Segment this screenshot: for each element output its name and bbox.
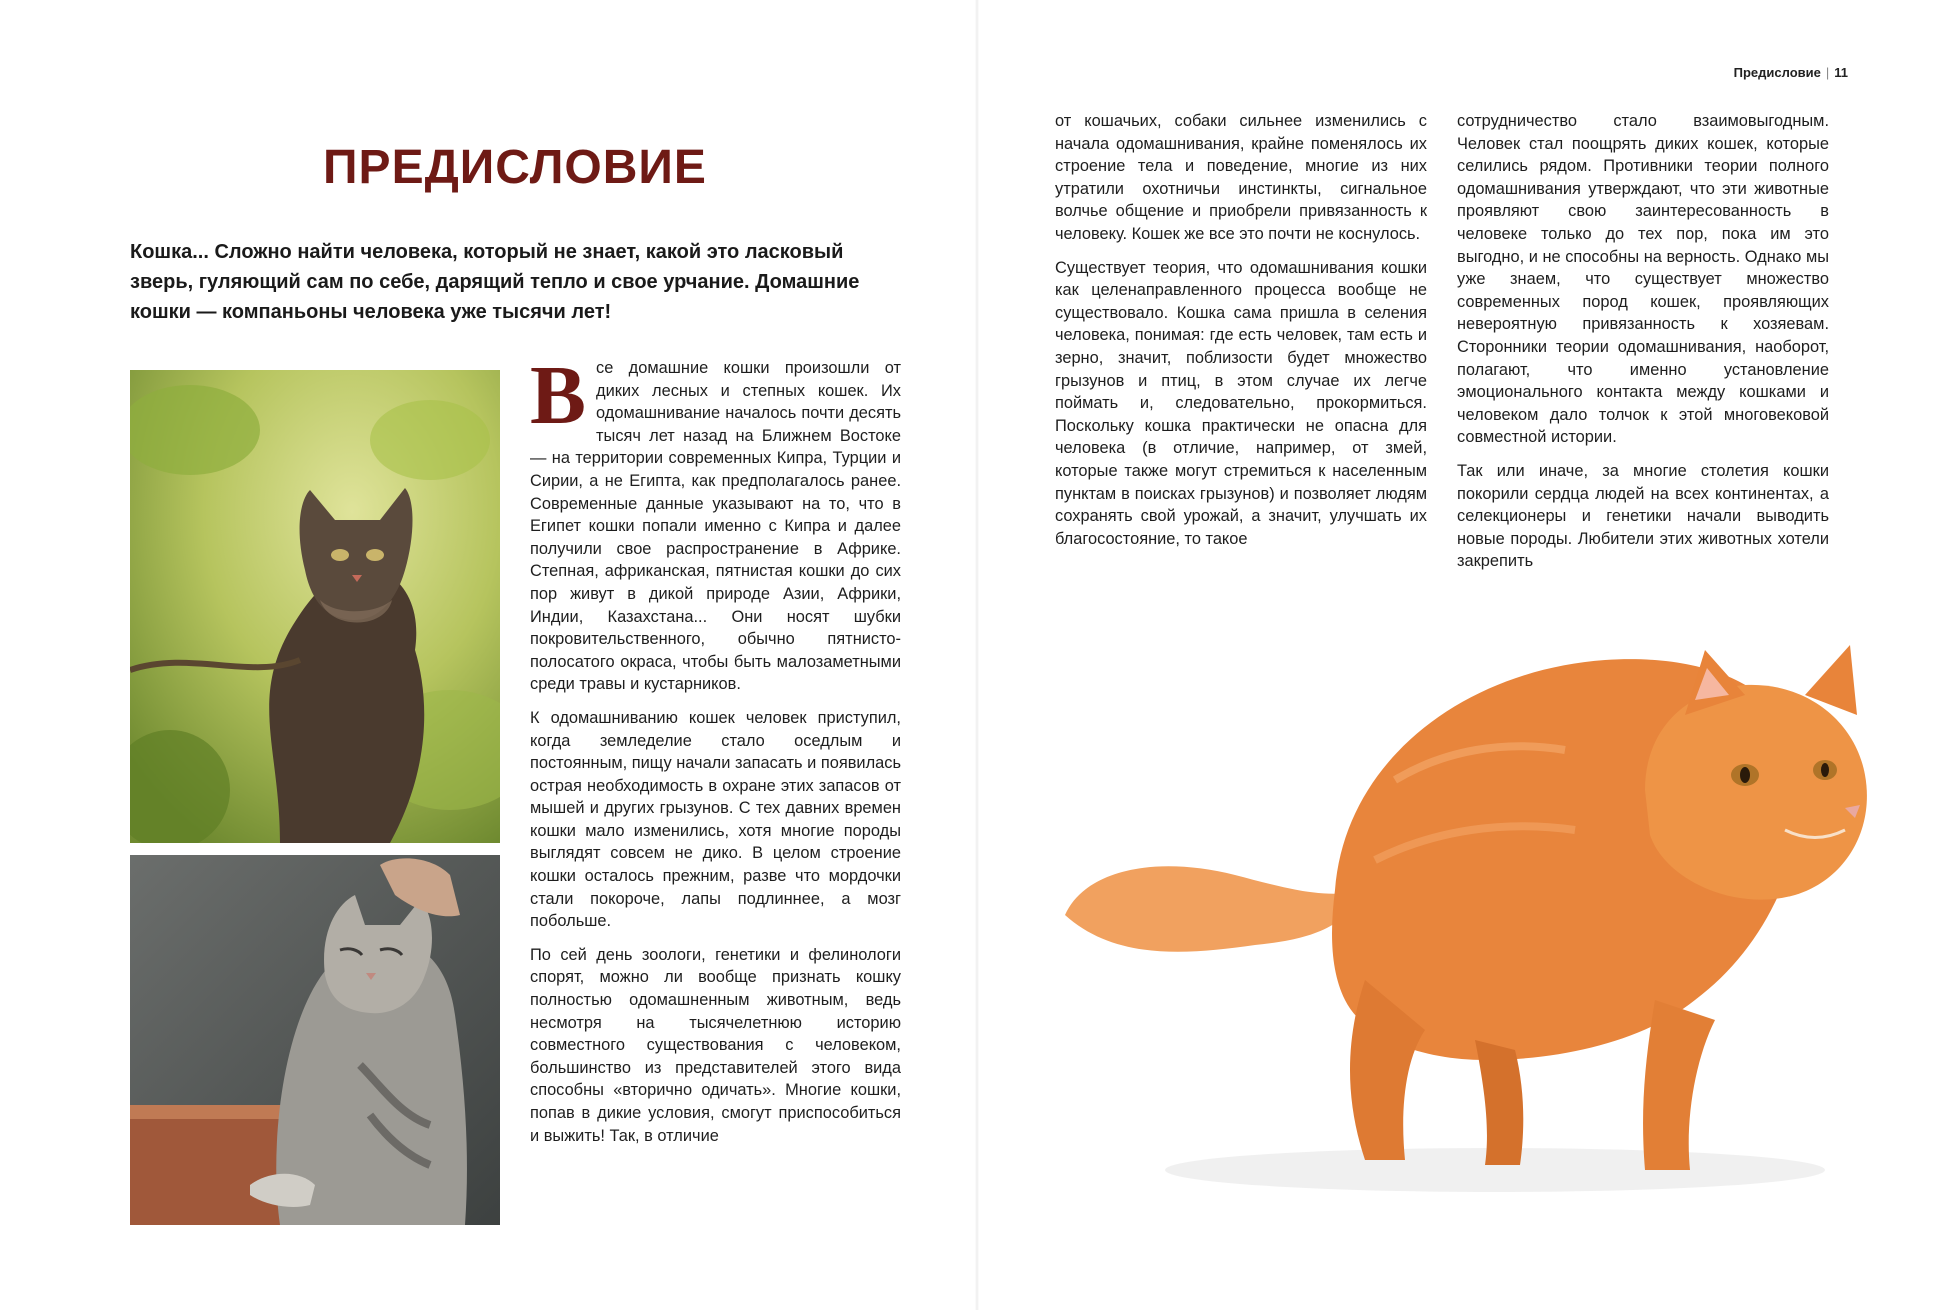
paragraph: По сей день зоологи, генетики и фелинологи спорят, можно ли вообще признать кошку полностью одомашненным животным, ведь несмотря на тысячелетнюю историю совместного существования с человеком, большинство из представителей этого вида способны «вторично одичать». Многие кошки, попав в дикие условия, смогут приспособиться и выжить! Так, в отличие	[530, 945, 901, 1145]
paragraph: Существует теория, что одомашнивания кошки как целенаправленного процесса вообще не существовало. Кошка сама пришла в селения человека, понимая: где есть человек, там есть и зерно, значит, поблизости будет множество грызунов и птиц, в этом случае их легче поймать и, следовательно, прокормиться. Поскольку кошка практически не опасна для человека (в отличие, например, от змей, которые также могут стремиться к населенным пунктам в поисках грызунов) и позволяет людям сохранять свой урожай, а значит, улучшать их благосостояние, то такое	[1055, 258, 1427, 548]
drop-cap: В	[530, 349, 587, 442]
page-title: ПРЕДИСЛОВИЕ	[323, 141, 707, 194]
page-number: 11	[1834, 65, 1848, 80]
running-header	[1688, 65, 1848, 80]
photo-tabby-cat-in-tree	[130, 370, 500, 843]
running-header-section: Предисловие	[1733, 65, 1821, 80]
paragraph	[530, 349, 901, 696]
paragraph-text: се домашние кошки произошли от диких лесных и степных кошек. Их одомашнивание началось почти десять тысяч лет назад на Ближнем Востоке — на территории современных Кипра, Турции и Сирии, а не Египта, как предполагалось ранее. Современные данные указывают на то, что в Египет кошки попали именно с Кипра и далее получили свое распространение в Африке. Степная, африканская, пятнистая кошки до сих пор живут в дикой природе Азии, Африки, Индии, Казахстана... Они носят шубки покровительственного, обычно пятнисто-полосатого окраса, чтобы быть малозаметными среди травы и кустарников.	[530, 359, 901, 694]
text-column-2	[1055, 110, 1427, 561]
text-column-3	[1457, 110, 1829, 584]
lead-paragraph: Кошка... Сложно найти человека, который не знает, какой это ласковый зверь, гуляющий сам по себе, дарящий тепло и свое урчание. Домашние кошки — компаньоны человека уже тысячи лет!	[130, 241, 860, 323]
paragraph: Так или иначе, за многие столетия кошки покорили сердца людей на всех континентах, а селекционеры и генетики начали выводить новые породы. Любители этих животных хотели закрепить	[1457, 461, 1829, 571]
photo-ginger-cat	[1045, 640, 1875, 1200]
photo-cat-being-petted	[130, 855, 500, 1225]
paragraph: сотрудничество стало взаимовыгодным. Человек стал поощрять диких кошек, которые селились рядом. Противники теории полного одомашнивания утверждают, что эти животные проявляют свою заинтересованность в человеке только до тех пор, пока им это выгодно, и не способны на верность. Однако мы уже знаем, что существует множество современных пород кошек, проявляющих невероятную привязанность к хозяевам. Сторонники теории одомашнивания, наоборот, полагают, что именно установление эмоционального контакта между кошками и человеком дало толчок к этой многовековой совместной истории.	[1457, 112, 1829, 447]
paragraph: от кошачьих, собаки сильнее изменились с начала одомашнивания, крайне поменялось их строение тела и поведение, многие из них утратили охотничьи инстинкты, сигнальное волчье общение и приобрели привязанность к человеку. Кошек же все это почти не коснулось.	[1055, 112, 1427, 243]
paragraph: К одомашниванию кошек человек приступил, когда земледелие стало оседлым и постоянным, пищу начали запасать и появилась острая необходимость в охране этих запасов от мышей и других грызунов. С тех давних времен кошки мало изменились, хотя многие породы выглядят совсем не дико. В целом строение кошки осталось прежним, разве что мордочки стали покороче, лапы подлиннее, а мозг побольше.	[530, 708, 901, 931]
running-header-separator: |	[1825, 65, 1830, 80]
text-column-1	[530, 349, 901, 1158]
